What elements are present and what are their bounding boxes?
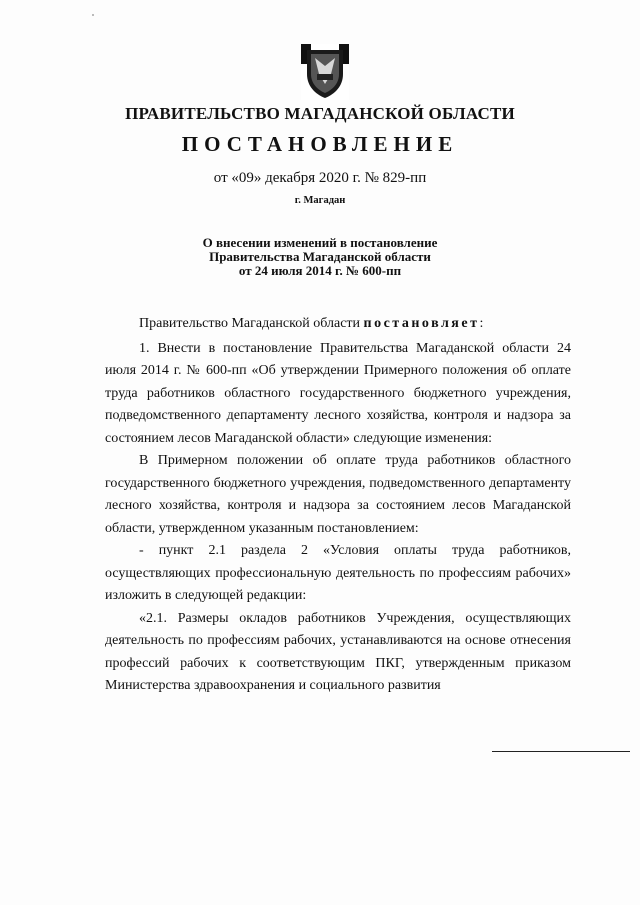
intro-spaced-verb: постановляет bbox=[363, 316, 480, 331]
government-title: ПРАВИТЕЛЬСТВО МАГАДАНСКОЙ ОБЛАСТИ bbox=[125, 104, 515, 123]
intro-paragraph bbox=[105, 313, 571, 336]
paragraph-3: - пункт 2.1 раздела 2 «Условия оплаты труда работников, осуществляющих профессиональную деятельность по профессиям рабочих» изложить в следующей редакции: bbox=[105, 543, 571, 603]
paragraph-2: В Примерном положении об оплате труда работников областного государственного бюджетного учреждения, подведомственного департаменту лесного хозяйства, контроля и надзора за состоянием лесов Магаданской области, утвержденном указанным постановлением: bbox=[105, 453, 571, 536]
intro-suffix: : bbox=[479, 316, 484, 331]
paragraph-1: 1. Внести в постановление Правительства Магаданской области 24 июля 2014 г. № 600-пп «Об утверждении Примерного положения об оплате труда работников областного государственного бюджетного учреждения, подведомственного департаменту лесного хозяйства, контроля и надзора за состоянием лесов Магаданской области» следующие изменения: bbox=[105, 340, 571, 446]
subject-line-2: Правительства Магаданской области bbox=[209, 249, 431, 264]
footer-rule bbox=[492, 751, 630, 752]
document-subject bbox=[0, 236, 640, 278]
document-city: г. Магадан bbox=[294, 195, 346, 206]
subject-line-1: О внесении изменений в постановление bbox=[202, 235, 438, 250]
paragraph-4: «2.1. Размеры окладов работников Учреждения, осуществляющих деятельность по профессиям рабочих, устанавливаются на основе отнесения профессий рабочих к соответствующим ПКГ, утвержденным приказом Министерства здравоохранения и социального развития bbox=[105, 610, 571, 693]
document-body bbox=[105, 313, 571, 698]
intro-prefix: Правительство Магаданской области bbox=[139, 316, 361, 331]
subject-line-3: от 24 июля 2014 г. № 600-пп bbox=[238, 263, 402, 278]
scan-mark bbox=[92, 14, 94, 16]
document-type: ПОСТАНОВЛЕНИЕ bbox=[181, 132, 459, 156]
coat-of-arms-icon bbox=[301, 44, 349, 100]
document-date-number: от «09» декабря 2020 г. № 829-пп bbox=[213, 170, 427, 186]
